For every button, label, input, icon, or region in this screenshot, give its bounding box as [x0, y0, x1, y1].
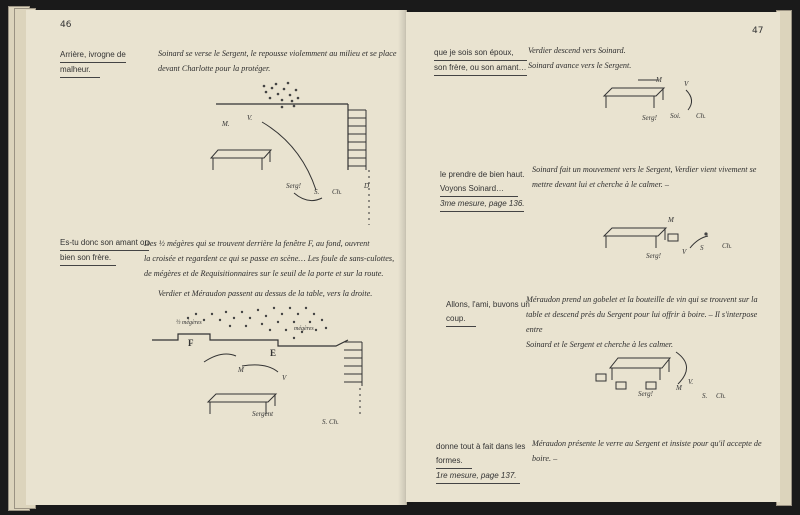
stage-label: V [682, 248, 687, 256]
stage-label: Serg! [646, 252, 661, 260]
stage-label: S [700, 244, 704, 252]
left-page [26, 10, 407, 505]
stage-label: V [684, 80, 689, 88]
stage-label: S. [702, 392, 708, 400]
staircase [344, 342, 362, 386]
stage-diagram-2 [26, 10, 406, 505]
cue-line: bien son frère. [60, 251, 116, 266]
table [610, 358, 670, 380]
stage-label: E [270, 348, 277, 358]
stage-label: Ch. [722, 242, 732, 250]
cue-line: que je sois son époux, [434, 46, 527, 61]
direction-line: Soinard fait un mouvement vers le Sergent, Verdier vient vivement se [532, 165, 757, 174]
direction-line: Soinard avance vers le Sergent. [528, 61, 632, 70]
direction-line: Soinard et le Sergent et cherche à les calmer. [526, 340, 674, 349]
cue-line: malheur. [60, 63, 100, 78]
back-wall [152, 334, 348, 346]
stage-label: Soi. [670, 112, 681, 120]
cue-line: donne tout à fait dans les [436, 442, 526, 451]
stage-label: V. [247, 114, 253, 122]
cue-line: Allons, l'ami, buvons un [446, 300, 530, 309]
cue-line: le prendre de bien haut. [440, 170, 525, 179]
stool [646, 382, 656, 389]
direction-line: la croisée et regardent ce qui se passe en scène… Les foule de sans-culottes, [144, 254, 395, 263]
stage-label: mégères [294, 326, 314, 332]
cue-line: Es-tu donc son amant ou [60, 236, 149, 251]
stage-label: ½ mégères [176, 320, 202, 326]
stage-label: S. Ch. [322, 418, 339, 426]
dialogue-cue [436, 440, 525, 484]
cue-reference: 1re mesure, page 137. [436, 469, 520, 484]
direction-line: Méraudon présente le verre au Sergent et insiste pour qu'il accepte de [532, 439, 762, 448]
stool [596, 374, 606, 381]
direction-line: Méraudon prend un gobelet et la bouteille de vin qui se trouvent sur la [526, 295, 758, 304]
stage-label: Serg! [638, 390, 653, 398]
direction-line: Soinard se verse le Sergent, le repousse violemment au milieu et se place [158, 49, 397, 58]
stool [616, 382, 626, 389]
stage-label: V. [688, 378, 694, 386]
stage-label: S. [314, 188, 320, 196]
stage-label: F [188, 338, 194, 348]
stage-diagram-5 [406, 12, 780, 502]
stage-label: Ch. [716, 392, 726, 400]
movement-arrow [204, 354, 236, 362]
stage-label: Ch. [696, 112, 706, 120]
stage-label: M [238, 366, 244, 374]
page-number: 46 [60, 20, 72, 30]
cue-line: son frère, ou son amant… [434, 61, 527, 76]
direction-line: Verdier descend vers Soinard. [528, 46, 626, 55]
stage-label: M. [222, 120, 230, 128]
cue-line: Voyons Soinard… [440, 182, 518, 197]
cue-line: Arrière, ivrogne de [60, 48, 126, 63]
direction-line: Des ½ mégères qui se trouvent derrière la fenêtre F, au fond, ouvrent [144, 239, 370, 248]
cue-line: formes. [436, 454, 472, 469]
stage-label: Sergent [252, 410, 274, 418]
stage-direction: Verdier et Méraudon passent au dessus de la table, vers la droite. [158, 289, 373, 298]
direction-line: mettre devant lui et cherche à le calmer. – [532, 180, 669, 189]
page-number: 47 [752, 26, 764, 36]
cue-reference: 3me mesure, page 136. [440, 197, 524, 212]
stage-label: Ch. [332, 188, 342, 196]
direction-line: devant Charlotte pour la protéger. [158, 64, 271, 73]
direction-line: table et descend près du Sergent pour lui offrir à boire. – Il s'interpose entre [526, 310, 758, 334]
cue-line: coup. [446, 312, 476, 327]
stage-label: V [282, 374, 287, 382]
stage-label: M [668, 216, 674, 224]
movement-arrow [242, 365, 278, 372]
stage-label: Serg! [642, 114, 657, 122]
movement-arrow [676, 352, 687, 384]
stage-label: M [656, 76, 662, 84]
stage-label: Serg! [286, 182, 301, 190]
direction-line: boire. – [532, 454, 558, 463]
right-page [406, 12, 780, 502]
stage-label: D [364, 182, 370, 190]
direction-line: de mégères et de Requisitionnaires sur le seuil de la porte et sur la route. [144, 269, 384, 278]
stage-direction [532, 436, 774, 466]
stage-label: M [676, 384, 682, 392]
